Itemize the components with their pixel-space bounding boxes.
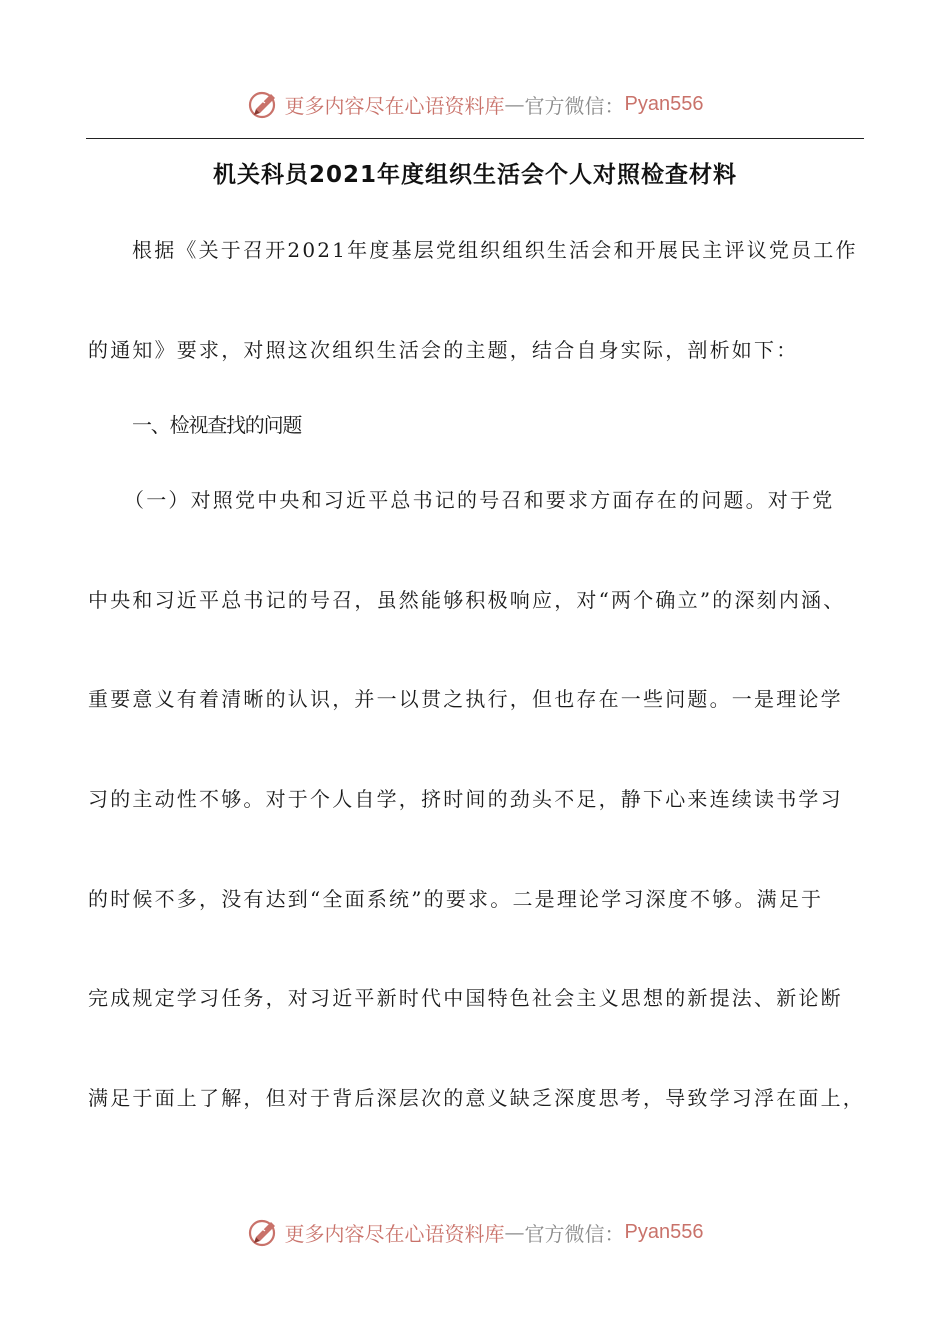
body-line-5: 中央和习近平总书记的号召，虽然能够积极响应，对“两个确立”的深刻内涵、	[88, 588, 846, 612]
document-title: 机关科员2021年度组织生活会个人对照检查材料	[212, 162, 737, 188]
footer-dash: —	[504, 1220, 525, 1244]
footer-banner	[0, 1212, 950, 1252]
body-line-4: （一）对照党中央和习近平总书记的号召和要求方面存在的问题。对于党	[124, 488, 835, 512]
body-line-10: 满足于面上了解，但对于背后深层次的意义缺乏深度思考，导致学习浮在面上，	[88, 1086, 865, 1110]
pen-logo-icon	[247, 1215, 281, 1249]
body-line-9: 完成规定学习任务，对习近平新时代中国特色社会主义思想的新提法、新论断	[88, 986, 843, 1010]
banner-brand: 更多内容尽在心语资料库	[284, 93, 505, 118]
body-line-1: 根据《关于召开2021年度基层党组织组织生活会和开展民主评议党员工作	[132, 238, 858, 262]
body-line-8: 的时候不多，没有达到“全面系统”的要求。二是理论学习深度不够。满足于	[88, 887, 824, 911]
banner-wechat-id: Pyan556	[624, 92, 704, 115]
body-line-7: 习的主动性不够。对于个人自学，挤时间的劲头不足，静下心来连续读书学习	[88, 787, 843, 811]
footer-brand: 更多内容尽在心语资料库	[284, 1221, 505, 1246]
banner-label: 官方微信：	[524, 93, 625, 118]
header-banner	[0, 84, 950, 124]
pen-logo-icon	[247, 87, 281, 121]
footer-label: 官方微信：	[524, 1221, 625, 1246]
footer-wechat-id: Pyan556	[624, 1220, 704, 1243]
body-line-6: 重要意义有着清晰的认识，并一以贯之执行，但也存在一些问题。一是理论学	[88, 687, 843, 711]
section-heading: 一、检视查找的问题	[132, 413, 302, 437]
body-line-2: 的通知》要求，对照这次组织生活会的主题，结合自身实际，剖析如下：	[88, 338, 799, 362]
header-divider	[86, 138, 864, 139]
banner-dash: —	[504, 92, 525, 116]
